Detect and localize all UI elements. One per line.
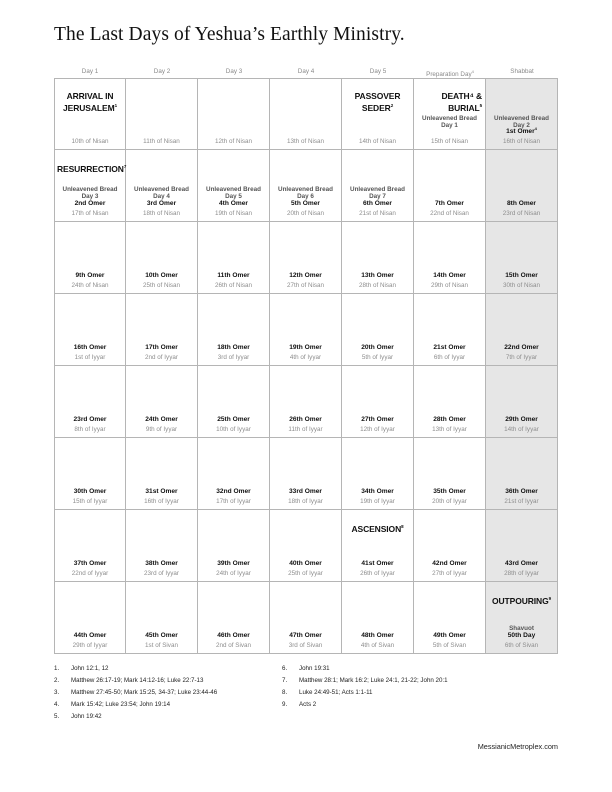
hebrew-date: 10th of Nisan <box>71 138 109 145</box>
footnote-number: 8. <box>282 689 288 696</box>
calendar-cell <box>270 222 342 294</box>
omer-count-text: 14th Omer <box>433 272 466 279</box>
calendar-cell <box>486 294 558 366</box>
omer-count-text: 38th Omer <box>145 560 178 567</box>
hebrew-date: 6th of Sivan <box>504 642 539 649</box>
text-line: ARRIVAL IN <box>66 91 114 101</box>
footnote <box>282 687 373 698</box>
omer-count-text: 15th Omer <box>505 272 538 279</box>
calendar-cell <box>270 366 342 438</box>
omer-count <box>414 560 485 568</box>
omer-count-text: 27th Omer <box>361 416 394 423</box>
omer-count-text: 37th Omer <box>73 560 107 567</box>
omer-count <box>55 344 125 352</box>
omer-count-text: 12th Omer <box>289 272 322 279</box>
footnote-text: John 19:31 <box>299 665 330 672</box>
calendar-cell <box>486 438 558 510</box>
footnote-number: 7. <box>282 677 288 684</box>
omer-count-text: 42nd Omer <box>432 560 467 567</box>
calendar-day-headers <box>54 66 558 78</box>
unleavened-bread-label <box>198 186 269 200</box>
omer-count-text: 20th Omer <box>361 344 394 351</box>
omer-count <box>198 272 269 280</box>
hebrew-date: 5th of Iyyar <box>361 354 394 361</box>
text-line: Unleavened Bread <box>134 186 189 193</box>
hebrew-date: 28th of Nisan <box>358 282 397 289</box>
footnote-text: John 12:1, 12 <box>71 665 109 672</box>
hebrew-date: 18th of Nisan <box>142 210 181 217</box>
hebrew-date: 9th of Iyyar <box>145 426 178 433</box>
calendar-cell <box>54 510 126 582</box>
hebrew-date: 13th of Nisan <box>286 138 325 145</box>
day-header-label: Day 3 <box>225 68 243 75</box>
omer-count-text: 19th Omer <box>289 344 322 351</box>
page-title: The Last Days of Yeshua’s Earthly Ministry. <box>54 24 405 45</box>
footnote <box>282 675 448 686</box>
omer-count <box>198 416 269 424</box>
hebrew-date: 20th of Iyyar <box>432 498 467 505</box>
calendar-cell <box>270 78 342 150</box>
omer-count-text: 1st Omer <box>506 128 535 135</box>
footnote-text: Matthew 27:45-50; Mark 15:25, 34-37; Luke 23:44-46 <box>71 689 218 696</box>
hebrew-date: 14th of Nisan <box>358 138 397 145</box>
calendar-cell <box>126 222 198 294</box>
footnote-number: 1. <box>54 665 60 672</box>
calendar-cell <box>123 150 198 222</box>
hebrew-date: 26th of Iyyar <box>360 570 395 577</box>
unleavened-bread-label <box>414 115 485 129</box>
text-line: Day 3 <box>81 193 99 200</box>
footnote-ref: 4 <box>471 69 474 74</box>
calendar-cell <box>126 438 198 510</box>
omer-count <box>486 416 557 424</box>
omer-count <box>126 200 197 208</box>
unleavened-bread-label <box>55 186 125 200</box>
footnote <box>282 663 330 674</box>
calendar-cell <box>54 582 126 654</box>
footnote-number: 4. <box>54 701 60 708</box>
footnote-ref: 2 <box>390 103 394 108</box>
footnote-text: Mark 15:42; Luke 23:54; John 19:14 <box>71 701 171 708</box>
omer-count-text: 16th Omer <box>73 344 107 351</box>
omer-count <box>55 416 125 424</box>
omer-count-text: 7th Omer <box>435 200 464 207</box>
omer-count-text: 21st Omer <box>433 344 466 351</box>
omer-count <box>126 560 197 568</box>
text-line: Unleavened Bread <box>422 115 477 122</box>
omer-count-text: 44th Omer <box>73 632 107 639</box>
text-line: Day 1 <box>441 122 458 129</box>
omer-count-text: 28th Omer <box>433 416 466 423</box>
omer-count <box>270 416 341 424</box>
calendar-cell <box>126 78 198 150</box>
shavuot-label: Shavuot <box>509 625 534 632</box>
hebrew-date: 8th of Iyyar <box>74 426 106 433</box>
footnotes <box>54 663 558 733</box>
text-line: Day 4 <box>153 193 170 200</box>
day-header-label: Day 4 <box>297 68 315 75</box>
omer-count-text: 11th Omer <box>217 272 250 279</box>
hebrew-date: 13th of Iyyar <box>432 426 467 433</box>
hebrew-date: 1st of Sivan <box>145 642 178 649</box>
calendar-cell <box>126 294 198 366</box>
omer-count <box>486 488 557 496</box>
text-line: ASCENSION <box>351 523 402 534</box>
hebrew-date: 22nd of Iyyar <box>71 570 109 577</box>
day-header-label: Day 2 <box>153 68 171 75</box>
text-line: Day 5 <box>225 193 242 200</box>
calendar-grid <box>54 78 558 654</box>
calendar-cell <box>54 366 126 438</box>
calendar-cell <box>198 366 270 438</box>
hebrew-date: 18th of Iyyar <box>288 498 323 505</box>
omer-count <box>342 344 413 352</box>
omer-count <box>198 632 269 640</box>
omer-count <box>55 488 125 496</box>
footnote-number: 3. <box>54 689 60 696</box>
calendar-cell <box>342 366 414 438</box>
calendar-cell <box>414 78 486 150</box>
text-line: Day 7 <box>369 193 386 200</box>
omer-count <box>270 200 341 208</box>
calendar-cell <box>342 222 414 294</box>
footnote-ref: 9 <box>548 596 552 601</box>
omer-count-text: 31st Omer <box>145 488 178 495</box>
calendar-cell <box>486 366 558 438</box>
footnote-number: 2. <box>54 677 60 684</box>
footnote <box>54 699 170 710</box>
text-line: Unleavened Bread <box>62 186 118 193</box>
omer-count <box>342 272 413 280</box>
omer-count-text: 25th Omer <box>217 416 250 423</box>
hebrew-date: 22nd of Nisan <box>430 210 469 217</box>
omer-count-text: 45th Omer <box>145 632 178 639</box>
calendar-cell <box>198 510 270 582</box>
text-line: RESURRECTION <box>57 163 124 174</box>
footnote-text: Acts 2 <box>299 701 317 708</box>
footnote-text: John 19:42 <box>71 713 102 720</box>
calendar-cell <box>198 150 270 222</box>
event-label <box>414 91 482 113</box>
text-line: Unleavened Bread <box>494 115 549 122</box>
text-line: Unleavened Bread <box>350 186 405 193</box>
hebrew-date: 24th of Iyyar <box>216 570 251 577</box>
hebrew-date: 15th of Nisan <box>430 138 469 145</box>
omer-count <box>486 560 557 568</box>
unleavened-bread-label <box>126 186 197 200</box>
omer-count <box>126 632 197 640</box>
unleavened-bread-label <box>342 186 413 200</box>
hebrew-date: 23rd of Nisan <box>502 210 541 217</box>
omer-count-text: 34th Omer <box>361 488 394 495</box>
hebrew-date: 23rd of Iyyar <box>144 570 179 577</box>
hebrew-date: 30th of Nisan <box>502 282 541 289</box>
hebrew-date: 16th of Nisan <box>502 138 541 145</box>
omer-count <box>198 560 269 568</box>
text-line: PASSOVER <box>354 91 401 101</box>
omer-count-text: 39th Omer <box>217 560 250 567</box>
omer-count-text: 8th Omer <box>507 200 536 207</box>
footnote-ref: 4 <box>534 125 537 131</box>
omer-count-text: 33rd Omer <box>289 488 322 495</box>
omer-count <box>126 416 197 424</box>
hebrew-date: 27th of Nisan <box>286 282 325 289</box>
day-header-label: Day 5 <box>369 68 387 75</box>
text-line: Day 6 <box>297 193 314 200</box>
hebrew-date: 25th of Iyyar <box>288 570 323 577</box>
omer-count <box>486 272 557 280</box>
omer-count-text: 3rd Omer <box>146 200 177 207</box>
calendar-cell <box>198 78 270 150</box>
event-label <box>342 522 413 534</box>
hebrew-date: 26th of Nisan <box>214 282 253 289</box>
footnote <box>54 675 203 686</box>
footnote <box>54 663 109 674</box>
hebrew-date: 19th of Nisan <box>214 210 253 217</box>
omer-count-text: 24th Omer <box>145 416 178 423</box>
footnote-text: Luke 24:49-51; Acts 1:1-11 <box>299 689 373 696</box>
calendar-cell <box>486 222 558 294</box>
omer-count <box>342 200 413 208</box>
omer-count <box>414 200 485 208</box>
calendar-cell <box>414 510 486 582</box>
omer-count <box>414 272 485 280</box>
calendar-cell <box>414 294 486 366</box>
footnote-ref: 8 <box>401 524 404 529</box>
omer-count <box>126 344 197 352</box>
hebrew-date: 3rd of Sivan <box>288 642 323 649</box>
omer-count-text: 46th Omer <box>217 632 250 639</box>
hebrew-date: 4th of Iyyar <box>289 354 322 361</box>
calendar-cell <box>54 150 126 222</box>
footnote-ref: 1 <box>114 103 117 108</box>
event-label <box>486 594 557 606</box>
footer-site-link[interactable]: MessianicMetroplex.com <box>477 742 558 751</box>
footnote-ref: 7 <box>123 164 127 169</box>
text-line: DEATH⁴ & BURIAL <box>441 91 482 113</box>
omer-count-text: 2nd Omer <box>74 200 106 207</box>
calendar-cell <box>54 78 126 150</box>
calendar-cell <box>198 294 270 366</box>
event-label <box>342 91 413 113</box>
calendar-cell <box>126 510 198 582</box>
hebrew-date: 4th of Sivan <box>360 642 395 649</box>
omer-count <box>342 560 413 568</box>
footnote-number: 9. <box>282 701 288 708</box>
calendar-cell <box>486 510 558 582</box>
omer-count <box>414 416 485 424</box>
omer-count <box>342 416 413 424</box>
omer-count <box>126 488 197 496</box>
calendar-cell <box>342 510 414 582</box>
calendar-cell <box>486 78 558 150</box>
omer-count <box>486 344 557 352</box>
omer-count <box>270 560 341 568</box>
calendar-cell <box>270 438 342 510</box>
omer-count <box>486 125 557 136</box>
event-label <box>55 91 125 113</box>
hebrew-date: 29th of Iyyar <box>72 642 108 649</box>
omer-count <box>414 488 485 496</box>
calendar-cell <box>486 582 558 654</box>
text-line: SEDER <box>361 102 391 113</box>
omer-count <box>342 632 413 640</box>
omer-count-text: 22nd Omer <box>504 344 539 351</box>
text-line: JERUSALEM <box>63 102 115 113</box>
text-line: OUTPOURING <box>491 595 549 606</box>
omer-count-text: 9th Omer <box>75 272 105 279</box>
hebrew-date: 12th of Iyyar <box>360 426 395 433</box>
footnote-number: 6. <box>282 665 288 672</box>
calendar-cell <box>198 438 270 510</box>
text-line: Day 2 <box>513 122 530 129</box>
footnote <box>282 699 316 710</box>
omer-count <box>270 272 341 280</box>
omer-count <box>55 200 125 208</box>
calendar-cell <box>126 582 198 654</box>
hebrew-date: 15th of Iyyar <box>72 498 108 505</box>
hebrew-date: 5th of Sivan <box>432 642 467 649</box>
footnote <box>54 711 102 722</box>
omer-count <box>486 632 557 640</box>
omer-count-text: 41st Omer <box>361 560 394 567</box>
omer-count <box>55 632 125 640</box>
calendar-cell <box>414 222 486 294</box>
hebrew-date: 7th of Iyyar <box>505 354 538 361</box>
hebrew-date: 16th of Iyyar <box>144 498 179 505</box>
hebrew-date: 6th of Iyyar <box>433 354 466 361</box>
calendar-cell <box>198 582 270 654</box>
omer-count-text: 49th Omer <box>433 632 466 639</box>
text-line: Unleavened Bread <box>278 186 333 193</box>
hebrew-date: 21st of Iyyar <box>504 498 539 505</box>
omer-count-text: 50th Day <box>507 632 536 639</box>
calendar-cell <box>342 582 414 654</box>
omer-count <box>270 488 341 496</box>
calendar-cell <box>342 150 414 222</box>
event-label <box>57 162 126 174</box>
calendar-cell <box>342 438 414 510</box>
omer-count <box>126 272 197 280</box>
hebrew-date: 29th of Nisan <box>430 282 469 289</box>
omer-count-text: 6th Omer <box>363 200 392 207</box>
omer-count-text: 29th Omer <box>505 416 538 423</box>
calendar-cell <box>486 150 558 222</box>
omer-count-text: 40th Omer <box>289 560 322 567</box>
omer-count-text: 17th Omer <box>145 344 178 351</box>
calendar-cell <box>54 294 126 366</box>
calendar-cell <box>270 150 342 222</box>
omer-count-text: 5th Omer <box>291 200 320 207</box>
omer-count-text: 47th Omer <box>289 632 322 639</box>
hebrew-date: 10th of Iyyar <box>216 426 251 433</box>
omer-count <box>55 272 125 280</box>
hebrew-date: 14th of Iyyar <box>504 426 539 433</box>
hebrew-date: 3rd of Iyyar <box>217 354 250 361</box>
calendar-cell <box>414 366 486 438</box>
day-header-label: Shabbat <box>510 68 534 75</box>
text-line: Unleavened Bread <box>206 186 261 193</box>
hebrew-date: 17th of Iyyar <box>216 498 251 505</box>
calendar-cell <box>198 222 270 294</box>
hebrew-date: 11th of Iyyar <box>288 426 323 433</box>
calendar-cell <box>54 438 126 510</box>
omer-count-text: 30th Omer <box>73 488 107 495</box>
calendar-cell <box>414 438 486 510</box>
hebrew-date: 25th of Nisan <box>142 282 181 289</box>
hebrew-date: 17th of Nisan <box>71 210 109 217</box>
omer-count-text: 43rd Omer <box>505 560 538 567</box>
omer-count-text: 48th Omer <box>361 632 394 639</box>
omer-count <box>414 632 485 640</box>
calendar-cell <box>270 294 342 366</box>
hebrew-date: 24th of Nisan <box>71 282 109 289</box>
hebrew-date: 2nd of Iyyar <box>145 354 178 361</box>
omer-count <box>270 344 341 352</box>
hebrew-date: 19th of Iyyar <box>360 498 395 505</box>
footnote-ref: 5 <box>479 103 482 108</box>
calendar-cell <box>270 510 342 582</box>
omer-count <box>198 488 269 496</box>
omer-count-text: 26th Omer <box>289 416 322 423</box>
omer-count-text: 4th Omer <box>219 200 248 207</box>
calendar-cell <box>270 582 342 654</box>
footnote-number: 5. <box>54 713 60 720</box>
hebrew-date: 27th of Iyyar <box>432 570 467 577</box>
omer-count <box>342 488 413 496</box>
omer-count <box>198 200 269 208</box>
omer-count <box>486 200 557 208</box>
omer-count <box>414 344 485 352</box>
hebrew-date: 12th of Nisan <box>214 138 253 145</box>
day-header-label: Preparation Day <box>426 71 472 79</box>
omer-count-text: 35th Omer <box>433 488 466 495</box>
calendar-cell <box>414 150 486 222</box>
omer-count-text: 18th Omer <box>217 344 250 351</box>
footnote <box>54 687 217 698</box>
calendar-cell <box>414 582 486 654</box>
omer-count-text: 23rd Omer <box>73 416 107 423</box>
hebrew-date: 2nd of Sivan <box>215 642 251 649</box>
omer-count-text: 36th Omer <box>505 488 538 495</box>
omer-count-text: 10th Omer <box>145 272 178 279</box>
hebrew-date: 11th of Nisan <box>143 138 180 145</box>
footnote-text: Matthew 26:17-19; Mark 14:12-16; Luke 22:7-13 <box>71 677 204 684</box>
unleavened-bread-label <box>270 186 341 200</box>
omer-count-text: 13th Omer <box>361 272 394 279</box>
calendar-cell <box>126 366 198 438</box>
omer-count <box>270 632 341 640</box>
hebrew-date: 28th of Iyyar <box>504 570 539 577</box>
omer-count <box>55 560 125 568</box>
hebrew-date: 1st of Iyyar <box>74 354 106 361</box>
hebrew-date: 21st of Nisan <box>359 210 396 217</box>
calendar-cell <box>342 78 414 150</box>
hebrew-date: 20th of Nisan <box>286 210 325 217</box>
day-header-label: Day 1 <box>81 68 99 75</box>
calendar-cell <box>54 222 126 294</box>
omer-count <box>198 344 269 352</box>
calendar-cell <box>342 294 414 366</box>
footnote-text: Matthew 28:1; Mark 16:2; Luke 24:1, 21-22; John 20:1 <box>299 677 448 684</box>
omer-count-text: 32nd Omer <box>216 488 251 495</box>
